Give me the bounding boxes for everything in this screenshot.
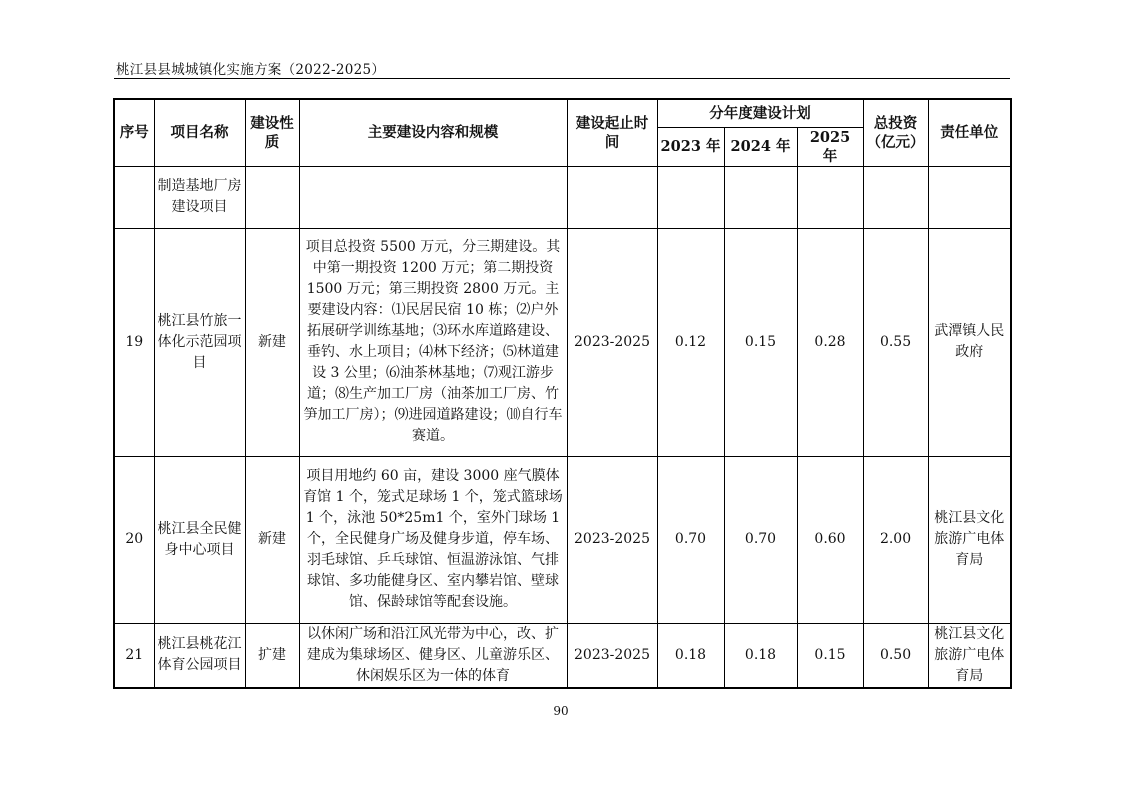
- cell-2025: 0.60: [797, 456, 863, 623]
- cell-index: [114, 166, 154, 228]
- cell-name: 桃江县桃花江体育公园项目: [154, 623, 245, 688]
- cell-name: 制造基地厂房建设项目: [154, 166, 245, 228]
- document-header-title: 桃江县县城城镇化实施方案（2022-2025）: [116, 62, 386, 78]
- cell-name: 桃江县竹旅一体化示范园项目: [154, 228, 245, 456]
- cell-unit: 桃江县文化旅游广电体育局: [928, 623, 1011, 688]
- cell-2025: 0.15: [797, 623, 863, 688]
- cell-index: 20: [114, 456, 154, 623]
- col-header-annual-plan: 分年度建设计划: [657, 99, 863, 127]
- cell-2023: [657, 166, 724, 228]
- table-row: [114, 166, 1011, 228]
- cell-content: 项目用地约 60 亩，建设 3000 座气膜体育馆 1 个，笼式足球场 1 个，笼式篮球场 1 个，泳池 50*25m1 个，室外门球场 1 个，全民健身广场及健身步道，停车场、羽毛球馆、乒乓球馆、恒温游泳馆、气排球馆、多功能健身区、室内攀岩馆、壁球馆、保龄球馆等配套设施。: [299, 456, 567, 623]
- cell-unit: [928, 166, 1011, 228]
- col-header-2023: 2023 年: [657, 127, 724, 166]
- cell-period: 2023-2025: [567, 456, 657, 623]
- col-header-2025: 2025 年: [797, 127, 863, 166]
- cell-total: 2.00: [863, 456, 928, 623]
- cell-2024: 0.15: [724, 228, 797, 456]
- cell-content: 项目总投资 5500 万元，分三期建设。其中第一期投资 1200 万元；第二期投资 1500 万元；第三期投资 2800 万元。主要建设内容：⑴民居民宿 10 栋；⑵户外拓展研学训练基地；⑶环水库道路建设、垂钓、水上项目；⑷林下经济；⑸林道建设 3 公里；⑹油茶林基地；⑺观江游步道；⑻生产加工厂房（油茶加工厂房、竹笋加工厂房）；⑼进园道路建设；⑽自行车赛道。: [299, 228, 567, 456]
- cell-nature: 扩建: [245, 623, 299, 688]
- table-row: [114, 456, 1011, 623]
- col-header-content: 主要建设内容和规模: [299, 99, 567, 166]
- cell-period: [567, 166, 657, 228]
- cell-unit: 武潭镇人民政府: [928, 228, 1011, 456]
- cell-2023: 0.70: [657, 456, 724, 623]
- col-header-nature: 建设性质: [245, 99, 299, 166]
- table-row: [114, 623, 1011, 688]
- col-header-unit: 责任单位: [928, 99, 1011, 166]
- header-rule: [114, 78, 1010, 79]
- cell-total: [863, 166, 928, 228]
- col-header-name: 项目名称: [154, 99, 245, 166]
- cell-period: 2023-2025: [567, 228, 657, 456]
- cell-total: 0.50: [863, 623, 928, 688]
- col-header-period: 建设起止时间: [567, 99, 657, 166]
- cell-index: 21: [114, 623, 154, 688]
- page-number: 90: [553, 704, 569, 718]
- cell-2025: [797, 166, 863, 228]
- cell-2024: [724, 166, 797, 228]
- cell-2024: 0.70: [724, 456, 797, 623]
- cell-content: 以休闲广场和沿江风光带为中心，改、扩建成为集球场区、健身区、儿童游乐区、休闲娱乐区为一体的体育: [299, 623, 567, 688]
- cell-nature: [245, 166, 299, 228]
- cell-2024: 0.18: [724, 623, 797, 688]
- col-header-2024: 2024 年: [724, 127, 797, 166]
- cell-content: [299, 166, 567, 228]
- col-header-index: 序号: [114, 99, 154, 166]
- cell-index: 19: [114, 228, 154, 456]
- col-header-total: 总投资（亿元）: [863, 99, 928, 166]
- cell-nature: 新建: [245, 456, 299, 623]
- cell-unit: 桃江县文化旅游广电体育局: [928, 456, 1011, 623]
- cell-total: 0.55: [863, 228, 928, 456]
- cell-2023: 0.12: [657, 228, 724, 456]
- cell-2025: 0.28: [797, 228, 863, 456]
- cell-nature: 新建: [245, 228, 299, 456]
- cell-name: 桃江县全民健身中心项目: [154, 456, 245, 623]
- project-plan-table: [113, 98, 1012, 689]
- cell-period: 2023-2025: [567, 623, 657, 688]
- table-row: [114, 228, 1011, 456]
- cell-2023: 0.18: [657, 623, 724, 688]
